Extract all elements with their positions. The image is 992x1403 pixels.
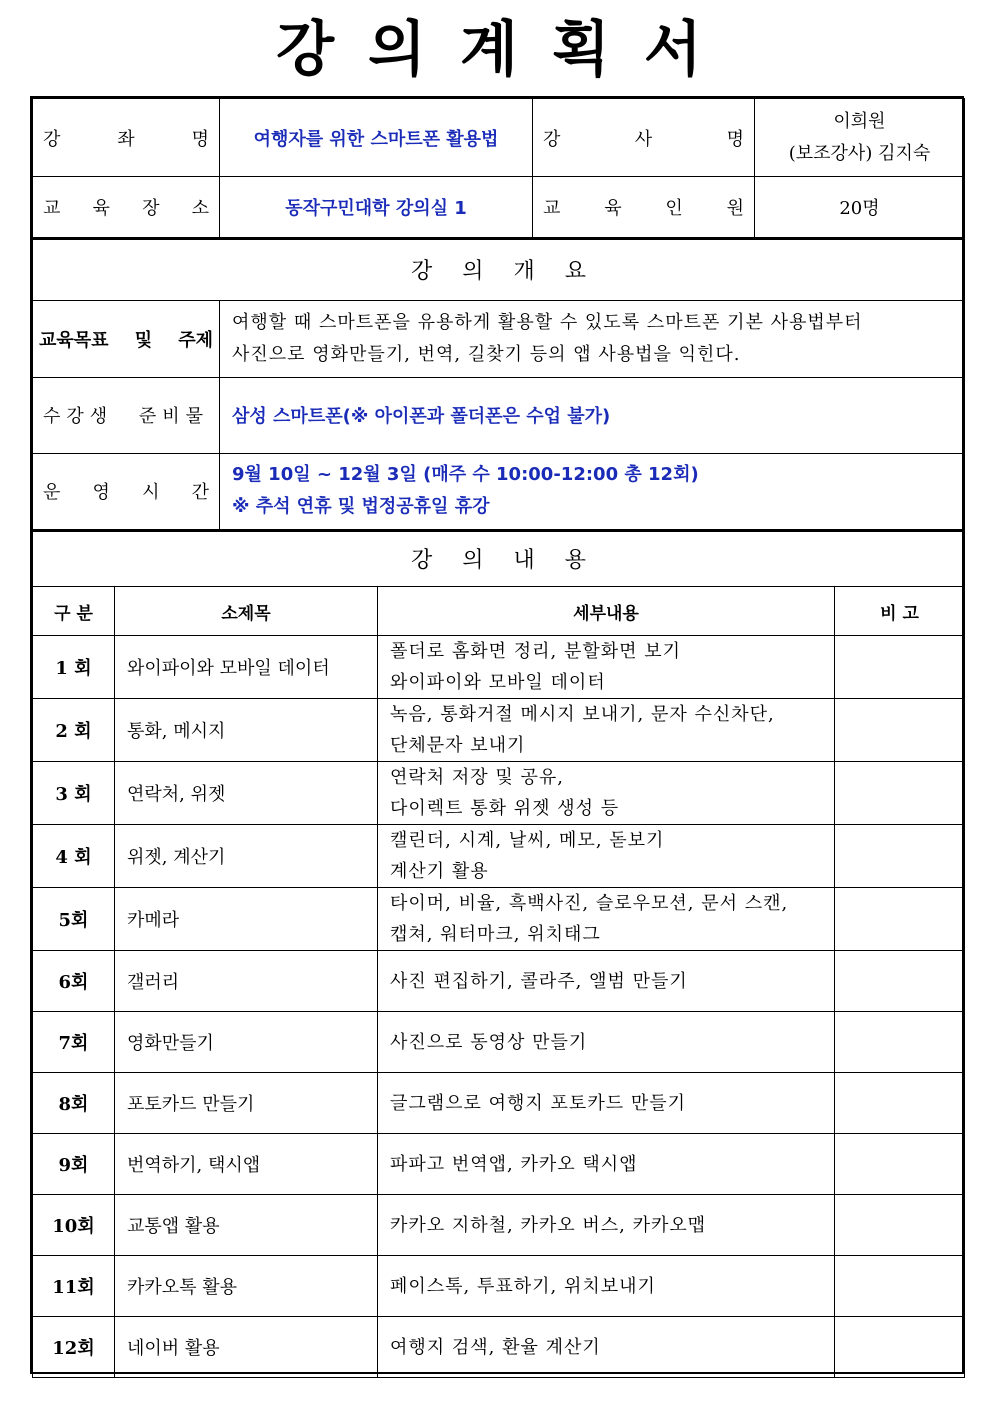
session-detail [378,762,835,825]
session-note [835,1256,965,1317]
session-number: 2 회 [33,699,115,762]
table-row [33,951,965,1012]
table-row [33,762,965,825]
session-topic: 네이버 활용 [115,1317,378,1378]
session-note [835,762,965,825]
detail-line-1: 여행지 검색, 환율 계산기 [390,1336,601,1358]
session-note [835,699,965,762]
session-number: 4 회 [33,825,115,888]
session-detail [378,636,835,699]
goal-text [220,300,965,377]
detail-line-1: 카카오 지하철, 카카오 버스, 카카오맵 [390,1214,707,1236]
session-number: 8회 [33,1073,115,1134]
detail-line-1: 페이스톡, 투표하기, 위치보내기 [390,1275,656,1297]
session-topic: 카카오톡 활용 [115,1256,378,1317]
course-info-table [32,98,965,238]
session-note [835,1134,965,1195]
session-topic: 포토카드 만들기 [115,1073,378,1134]
session-detail [378,1195,835,1256]
session-number: 11회 [33,1256,115,1317]
goal-line-2: 사진으로 영화만들기, 번역, 길찾기 등의 앱 사용법을 익힌다. [232,343,741,365]
table-row [33,1317,965,1378]
place-value: 동작구민대학 강의실 1 [220,177,533,238]
detail-line-1: 캘린더, 시계, 날씨, 메모, 돋보기 [390,830,665,851]
detail-line-1: 사진으로 동영상 만들기 [390,1031,588,1053]
capacity-label: 교 육 인 원 [533,177,755,238]
session-detail [378,825,835,888]
session-detail [378,1073,835,1134]
time-line-2: ※ 추석 연휴 및 법정공휴일 휴강 [232,496,490,517]
session-detail [378,699,835,762]
overview-heading: 강의개요 [33,239,965,300]
overview-table [32,238,965,530]
session-number: 6회 [33,951,115,1012]
detail-line-1: 녹음, 통화거절 메시지 보내기, 문자 수신차단, [390,704,775,725]
session-note [835,1317,965,1378]
header-session: 구 분 [33,587,115,636]
instructor-names [755,99,965,177]
detail-line-2: 다이렉트 통화 위젯 생성 등 [390,798,620,819]
detail-line-2: 계산기 활용 [390,861,489,882]
detail-line-2: 캡쳐, 워터마크, 위치태그 [390,924,601,945]
time-label: 운 영 시 간 [33,453,220,529]
instructor-label: 강 사 명 [533,99,755,177]
header-detail: 세부내용 [378,587,835,636]
table-row [33,636,965,699]
time-line-1: 9월 10일 ~ 12월 3일 (매주 수 10:00-12:00 총 12회) [232,464,699,485]
content-heading: 강의내용 [33,531,965,587]
table-row [33,888,965,951]
table-row [33,825,965,888]
session-topic: 카메라 [115,888,378,951]
session-note [835,636,965,699]
session-detail [378,1317,835,1378]
table-row [33,699,965,762]
session-detail [378,1134,835,1195]
session-note [835,1073,965,1134]
session-number: 7회 [33,1012,115,1073]
session-number: 9회 [33,1134,115,1195]
session-topic: 영화만들기 [115,1012,378,1073]
session-note [835,888,965,951]
session-detail [378,951,835,1012]
session-detail [378,1256,835,1317]
session-detail [378,888,835,951]
detail-line-2: 와이파이와 모바일 데이터 [390,672,606,693]
table-row [33,1073,965,1134]
goal-label: 교육목표 및 주제 [33,300,220,377]
session-topic: 위젯, 계산기 [115,825,378,888]
session-number: 3 회 [33,762,115,825]
table-row [33,1012,965,1073]
content-table [32,530,965,1379]
detail-line-1: 연락처 저장 및 공유, [390,767,564,788]
session-topic: 연락처, 위젯 [115,762,378,825]
session-topic: 갤러리 [115,951,378,1012]
header-topic: 소제목 [115,587,378,636]
session-topic: 번역하기, 택시앱 [115,1134,378,1195]
instructor-name: 이희원 [833,110,886,132]
detail-line-1: 사진 편집하기, 콜라주, 앨범 만들기 [390,970,688,992]
page-title: 강의계획서 [276,15,736,85]
session-topic: 통화, 메시지 [115,699,378,762]
detail-line-2: 단체문자 보내기 [390,735,526,756]
assistant-name: (보조강사) 김지숙 [788,142,931,164]
detail-line-1: 폴더로 홈화면 정리, 분할화면 보기 [390,641,682,662]
table-row [33,1256,965,1317]
session-number: 12회 [33,1317,115,1378]
session-detail [378,1012,835,1073]
session-note [835,1012,965,1073]
session-number: 10회 [33,1195,115,1256]
session-topic: 와이파이와 모바일 데이터 [115,636,378,699]
time-value [220,453,965,529]
session-number: 5회 [33,888,115,951]
table-row [33,1134,965,1195]
course-name: 여행자를 위한 스마트폰 활용법 [220,99,533,177]
table-row [33,1195,965,1256]
place-label: 교 육 장 소 [33,177,220,238]
capacity-value: 20명 [755,177,965,238]
detail-line-1: 글그램으로 여행지 포토카드 만들기 [390,1092,686,1114]
detail-line-1: 타이머, 비율, 흑백사진, 슬로우모션, 문서 스캔, [390,893,789,914]
header-note: 비 고 [835,587,965,636]
session-note [835,951,965,1012]
session-number: 1 회 [33,636,115,699]
prep-value: 삼성 스마트폰(※ 아이폰과 폴더폰은 수업 불가) [220,377,965,453]
prep-label: 수강생 준비물 [33,377,220,453]
course-label: 강 좌 명 [33,99,220,177]
plan-document [30,96,964,1374]
session-note [835,825,965,888]
goal-line-1: 여행할 때 스마트폰을 유용하게 활용할 수 있도록 스마트폰 기본 사용법부터 [232,311,863,333]
session-topic: 교통앱 활용 [115,1195,378,1256]
session-rows [33,636,965,1378]
detail-line-1: 파파고 번역앱, 카카오 택시앱 [390,1153,638,1175]
session-note [835,1195,965,1256]
